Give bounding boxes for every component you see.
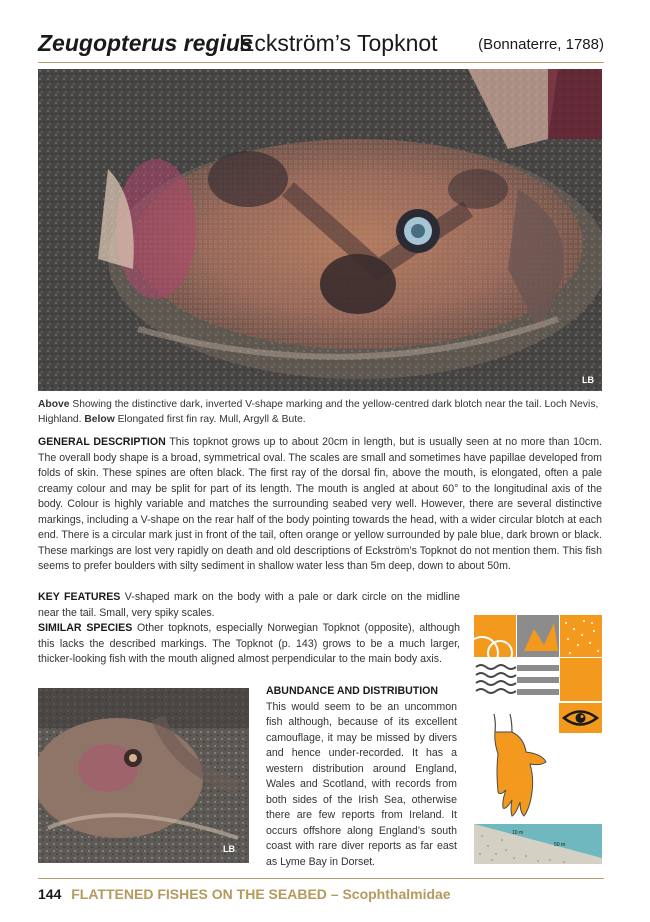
section-title: FLATTENED FISHES ON THE SEABED – Scophthalmidae — [71, 886, 451, 902]
page-footer — [38, 886, 451, 902]
photo-caption — [38, 397, 602, 427]
eye-icon-box — [559, 703, 602, 733]
similar-species-heading: SIMILAR SPECIES — [38, 622, 133, 634]
caption-above-label: Above — [38, 399, 70, 410]
habitat-icon-grid — [474, 615, 602, 701]
general-description-heading: GENERAL DESCRIPTION — [38, 436, 166, 448]
depth-shallow-label: 10 m — [512, 830, 524, 836]
page-number: 144 — [38, 886, 62, 902]
small-photo-credit: LB — [223, 844, 235, 854]
footer-rule — [38, 878, 604, 879]
general-description — [38, 435, 602, 575]
abundance-text: This would seem to be an uncommon fish although, because of its excellent camouflage, it may be missed by divers and hence under-recorded. It has a western distribution around England, Wales and Scotland, with records from both sides of the Irish Sea, otherwise there are few reports from Ireland. It occurs offshore along England’s south coast with rare diver reports as far east as Lyme Bay in Dorset. — [266, 700, 457, 869]
species-authority: (Bonnaterre, 1788) — [478, 36, 604, 53]
similar-species — [38, 621, 460, 668]
small-photo — [38, 688, 249, 863]
common-name: Eckström’s Topknot — [239, 30, 438, 56]
topknot-head-photo-image — [38, 688, 249, 863]
depth-deep-label: 50 m — [554, 842, 566, 848]
caption-above-text: Showing the distinctive dark, inverted V-shape marking and the yellow-centred dark blotch near the tail. Loch Nevis, Highland. — [38, 399, 599, 425]
general-description-text: This topknot grows up to about 20cm in length, but is usually seen at no more than 10cm. The overall body shape is a broad, symmetrical oval. The scales are small and sometimes have papillae developed from folds of skin. These spines are often black. The first ray of the dorsal fin, above the mouth, is elongated, often a pale creamy colour and may be split for part of its length. The mouth is angled at about 60° to the longitudinal axis of the body. Colour is highly variable and matches the surrounding seabed very well. However, there are several distinctive markings, including a V-shape on the rear half of the body pointing towards the head, with a wider circular blotch at each end. There is a circular mark just in front of the tail, often orange or yellow surrounded by pale blue, dark brown or black. These markings are lost very rapidly on death and old descriptions of Eckström’s Topknot do not mention them. This fish seems to prefer boulders with silty sediment in shallow water less than 5m deep, down to about 50m. — [38, 436, 602, 573]
abundance-heading: ABUNDANCE AND DISTRIBUTION — [266, 685, 439, 697]
abundance-distribution — [266, 684, 457, 871]
key-features-heading: KEY FEATURES — [38, 591, 121, 603]
scientific-name: Zeugopterus regius — [38, 30, 253, 56]
topknot-photo-image — [38, 69, 602, 391]
main-photo-credit: LB — [582, 375, 594, 385]
eye-icon — [559, 703, 602, 733]
caption-below-text: Elongated first fin ray. Mull, Argyll & Bute. — [114, 414, 306, 425]
depth-profile-icon — [474, 824, 602, 864]
page-header — [38, 30, 604, 64]
hand-icon-box — [490, 712, 550, 820]
similar-species-text: Other topknots, especially Norwegian Topknot (opposite), although this lacks the described markings. The Topknot (p. 143) grows to be a much larger, thicker-looking fish with the mouth aligned almost perpendicular to the main body axis. — [38, 622, 461, 666]
main-photo — [38, 69, 602, 391]
header-rule — [38, 62, 604, 63]
depth-profile — [474, 824, 602, 864]
key-features-text: V-shaped mark on the body with a pale or dark circle on the midline near the tail. Small, very spiky scales. — [38, 591, 461, 619]
caption-below-label: Below — [84, 414, 115, 425]
hand-icon — [490, 712, 550, 820]
habitat-grid-icon — [474, 615, 602, 701]
key-features — [38, 590, 460, 621]
